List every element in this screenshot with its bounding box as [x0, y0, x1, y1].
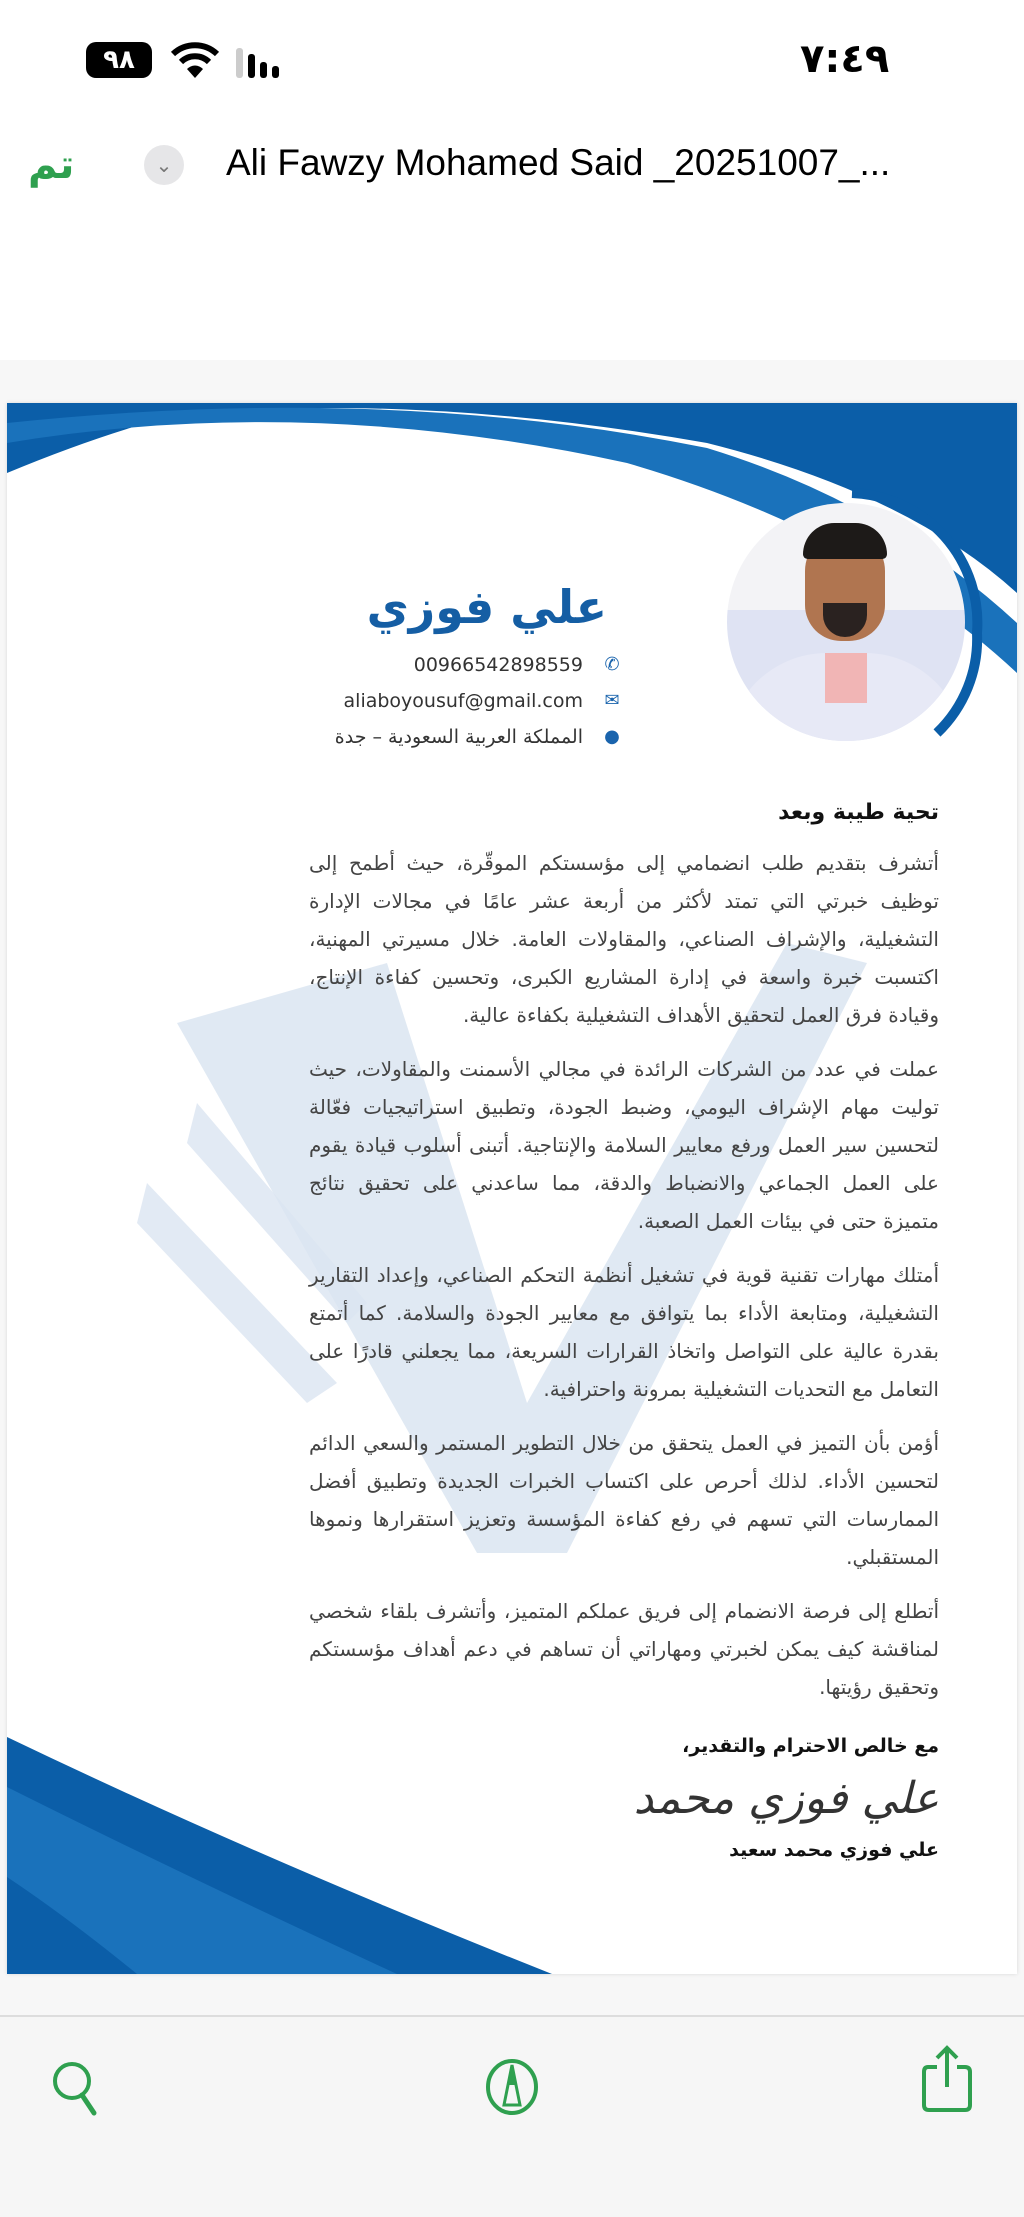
greeting: تحية طيبة وبعد [778, 800, 939, 825]
paragraph: عملت في عدد من الشركات الرائدة في مجالي الأسمنت والمقاولات، حيث توليت مهام الإشراف اليومي، وضبط الجودة، وتطبيق استراتيجيات فعّالة لتحسين سير العمل ورفع معايير السلامة والإنتاجية. أتبنى أسلوب قيادة يقوم على العمل الجماعي والانضباط والدقة، مما ساعدني على تحقيق نتائج متميزة حتى في بيئات العمل الصعبة. [309, 1057, 939, 1233]
cellular-signal-icon [236, 48, 288, 78]
closing-line: مع خالص الاحترام والتقدير، [682, 1735, 939, 1757]
signature: علي فوزي محمد [633, 1773, 939, 1824]
top-bar [0, 0, 1024, 360]
battery-indicator: ٩٨ [86, 42, 152, 78]
email-text: aliaboyousuf@gmail.com [343, 690, 583, 712]
paragraph: أتشرف بتقديم طلب انضمامي إلى مؤسستكم الموقّرة، حيث أطمح إلى توظيف خبرتي التي تمتد لأكثر من أربعة عشر عامًا في مجالات الإدارة التشغيلية، والإشراف الصناعي، والمقاولات العامة. خلال مسيرتي المهنية، اكتسبت خبرة واسعة في إدارة المشاريع الكبرى، وتحسين كفاءة الإنتاج، وقيادة فرق العمل لتحقيق الأهداف التشغيلية بكفاءة عالية. [309, 851, 939, 1027]
bottom-toolbar [0, 2015, 1024, 2217]
document-title[interactable]: Ali Fawzy Mohamed Said _20251007_... [226, 142, 891, 183]
share-icon[interactable] [922, 2045, 972, 2115]
envelope-icon: ✉ [604, 690, 620, 711]
location-text: المملكة العربية السعودية – جدة [334, 726, 583, 748]
paragraph: أمتلك مهارات تقنية قوية في تشغيل أنظمة التحكم الصناعي، وإعداد التقارير التشغيلية، ومتابعة الأداء بما يتوافق مع معايير الجودة والسلامة. كما أتمتع بقدرة عالية على التواصل واتخاذ القرارات السريعة، مما يجعلني قادرًا على التعامل مع التحديات التشغيلية بمرونة واحترافية. [309, 1263, 939, 1401]
location-pin-icon: ● [604, 726, 620, 747]
letter-content [7, 403, 1017, 1974]
document-page [7, 403, 1017, 1974]
letter-body [309, 796, 939, 1864]
signer-name: علي فوزي محمد سعيد [729, 1839, 939, 1861]
paragraph: أتطلع إلى فرصة الانضمام إلى فريق عملكم المتميز، وأتشرف بلقاء شخصي لمناقشة كيف يمكن لخبرتي ومهاراتي أن تساهم في دعم أهداف مؤسستكم وتحقيق رؤيتها. [309, 1599, 939, 1699]
status-time: ٧:٤٩ [800, 36, 890, 82]
applicant-name: علي فوزي [366, 580, 607, 634]
done-button[interactable]: تم [28, 142, 75, 188]
paragraph: أؤمن بأن التميز في العمل يتحقق من خلال التطوير المستمر والسعي الدائم لتحسين الأداء. لذلك أحرص على اكتساب الخبرات الجديدة وتطبيق أفضل الممارسات التي تسهم في رفع كفاءة المؤسسة وتعزيز استقرارها ونموها المستقبلي. [309, 1431, 939, 1569]
phone-icon: ✆ [604, 654, 620, 675]
wifi-icon [170, 40, 220, 80]
chevron-down-icon[interactable]: ⌄ [144, 145, 184, 185]
phone-text: 00966542898559 [413, 654, 583, 676]
markup-icon[interactable] [484, 2057, 540, 2117]
search-icon[interactable] [50, 2057, 106, 2117]
